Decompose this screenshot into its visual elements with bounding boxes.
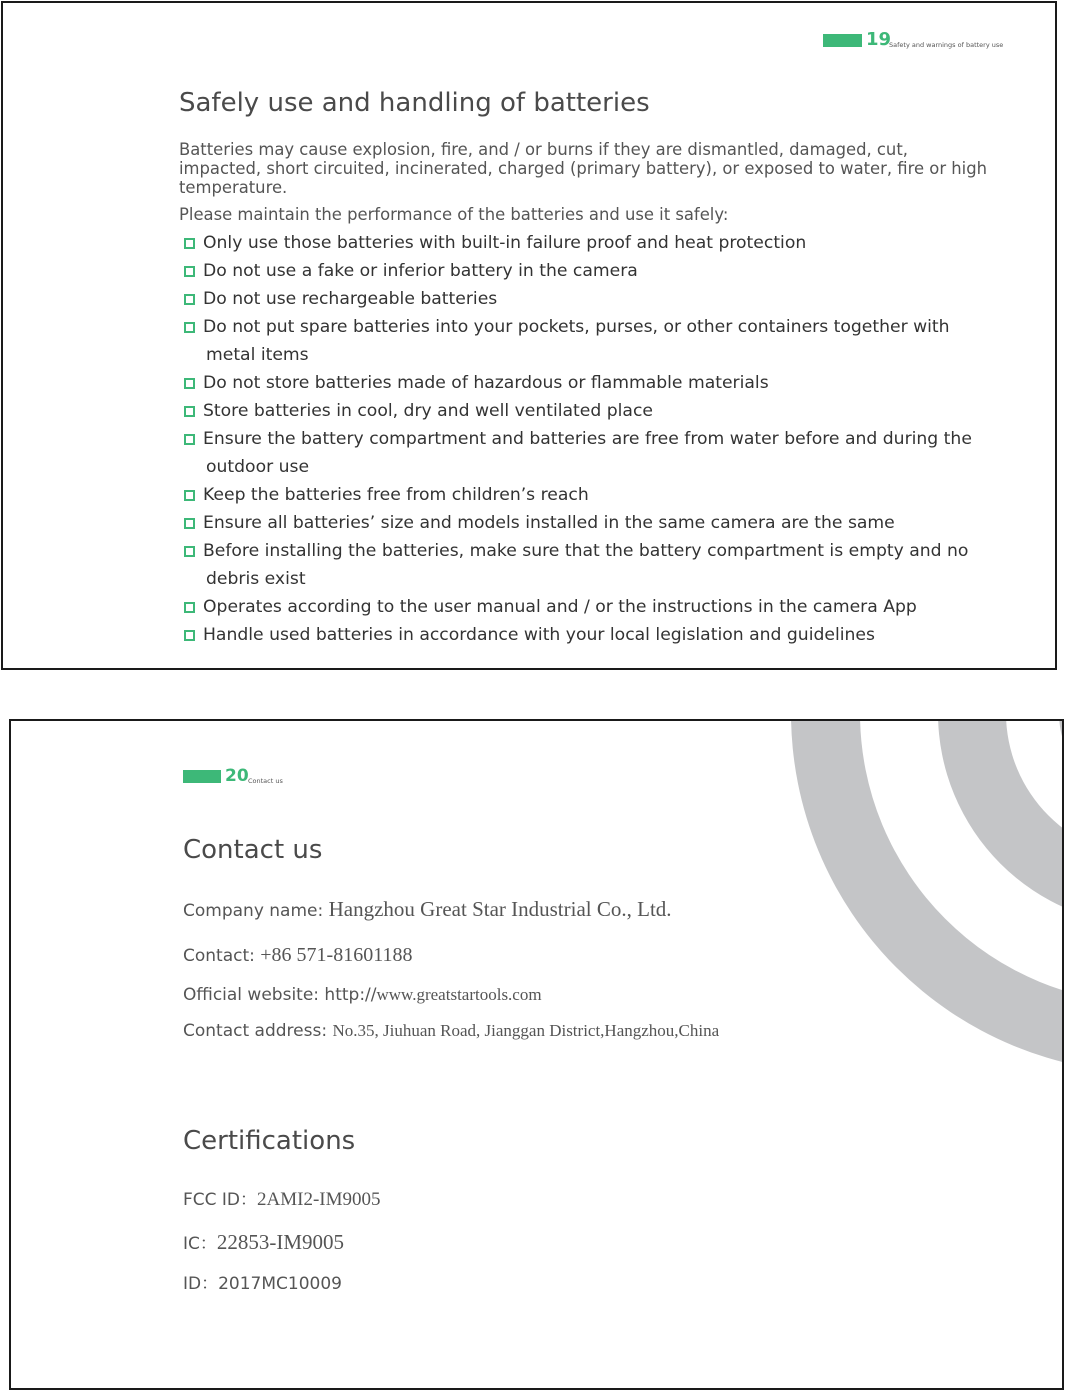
header-accent-bar xyxy=(183,770,221,783)
list-item xyxy=(181,285,1001,313)
id-row xyxy=(183,1269,342,1294)
square-bullet-icon xyxy=(184,378,195,389)
address-label: Contact address: xyxy=(183,1021,333,1041)
page-title: Safely use and handling of batteries xyxy=(179,88,650,118)
square-bullet-icon xyxy=(184,490,195,501)
intro-paragraph: Batteries may cause explosion, fire, and / or burns if they are dismantled, damaged, cut, impacted, short circuited, incinerated, charged (primary battery), or exposed to water, fire or high temperature. xyxy=(179,140,987,197)
address-value: No.35, Jiuhuan Road, Jianggan District,Hangzhou,China xyxy=(332,1021,720,1040)
contact-label: Contact: xyxy=(183,946,261,966)
list-item-text: Operates according to the user manual and / or the instructions in the camera App xyxy=(203,597,917,617)
square-bullet-icon xyxy=(184,546,195,557)
square-bullet-icon xyxy=(184,322,195,333)
square-bullet-icon xyxy=(184,602,195,613)
id-value: 2017MC10009 xyxy=(218,1274,342,1294)
list-item xyxy=(181,229,1001,257)
list-item-text: Do not store batteries made of hazardous or flammable materials xyxy=(203,373,769,393)
list-item-continuation: metal items xyxy=(206,345,309,365)
list-item xyxy=(181,425,1001,481)
list-item-text: Keep the batteries free from children’s reach xyxy=(203,485,589,505)
square-bullet-icon xyxy=(184,434,195,445)
square-bullet-icon xyxy=(184,266,195,277)
id-label: ID： xyxy=(183,1274,219,1294)
website-link[interactable]: www.greatstartools.com xyxy=(376,985,542,1004)
ic-value: 22853-IM9005 xyxy=(216,1230,345,1254)
page-number: 20 xyxy=(225,766,249,786)
list-item xyxy=(181,369,1001,397)
company-label: Company name: xyxy=(183,901,329,921)
list-item-text: Only use those batteries with built-in failure proof and heat protection xyxy=(203,233,807,253)
safety-list xyxy=(181,229,1001,649)
certifications-title: Certifications xyxy=(183,1126,356,1156)
ic-label: IC： xyxy=(183,1234,217,1254)
list-item-text: Ensure all batteries’ size and models installed in the same camera are the same xyxy=(203,513,895,533)
fcc-label: FCC ID： xyxy=(183,1190,258,1210)
square-bullet-icon xyxy=(184,294,195,305)
square-bullet-icon xyxy=(184,518,195,529)
page-number: 19 xyxy=(866,29,892,50)
lead-paragraph: Please maintain the performance of the batteries and use it safely: xyxy=(179,205,729,224)
website-row xyxy=(183,985,542,1005)
page-20 xyxy=(9,719,1064,1390)
square-bullet-icon xyxy=(184,238,195,249)
list-item xyxy=(181,537,1001,593)
list-item-continuation: outdoor use xyxy=(206,457,310,477)
company-value: Hangzhou Great Star Industrial Co., Ltd. xyxy=(328,897,672,921)
list-item xyxy=(181,313,1001,369)
list-item xyxy=(181,397,1001,425)
fcc-value: 2AMI2-IM9005 xyxy=(257,1189,381,1210)
list-item-continuation: debris exist xyxy=(206,569,306,589)
list-item-text: Before installing the batteries, make sure that the battery compartment is empty and no xyxy=(203,541,969,561)
list-item-text: Ensure the battery compartment and batteries are free from water before and during the xyxy=(203,429,972,449)
list-item-text: Do not use a fake or inferior battery in the camera xyxy=(203,261,638,281)
ic-row xyxy=(183,1229,344,1255)
fcc-row xyxy=(183,1185,381,1211)
list-item-text: Store batteries in cool, dry and well ventilated place xyxy=(203,401,653,421)
contact-title: Contact us xyxy=(183,835,323,865)
header-section-title: Safety and warnings of battery use xyxy=(889,41,1004,49)
list-item-text: Handle used batteries in accordance with your local legislation and guidelines xyxy=(203,625,875,645)
header-accent-bar xyxy=(823,34,862,47)
page-19 xyxy=(1,1,1057,670)
header-section-title: Contact us xyxy=(248,777,283,785)
list-item xyxy=(181,593,1001,621)
list-item-text: Do not use rechargeable batteries xyxy=(203,289,498,309)
list-item xyxy=(181,481,1001,509)
website-label: Official website: http:// xyxy=(183,985,377,1005)
contact-row xyxy=(183,944,412,967)
phone-value: +86 571-81601188 xyxy=(260,944,413,966)
list-item xyxy=(181,257,1001,285)
list-item-text: Do not put spare batteries into your pockets, purses, or other containers together with xyxy=(203,317,950,337)
square-bullet-icon xyxy=(184,630,195,641)
square-bullet-icon xyxy=(184,406,195,417)
address-row xyxy=(183,1021,719,1041)
list-item xyxy=(181,509,1001,537)
company-row xyxy=(183,897,672,922)
decorative-signal-arcs-icon xyxy=(711,721,1064,1081)
list-item xyxy=(181,621,1001,649)
